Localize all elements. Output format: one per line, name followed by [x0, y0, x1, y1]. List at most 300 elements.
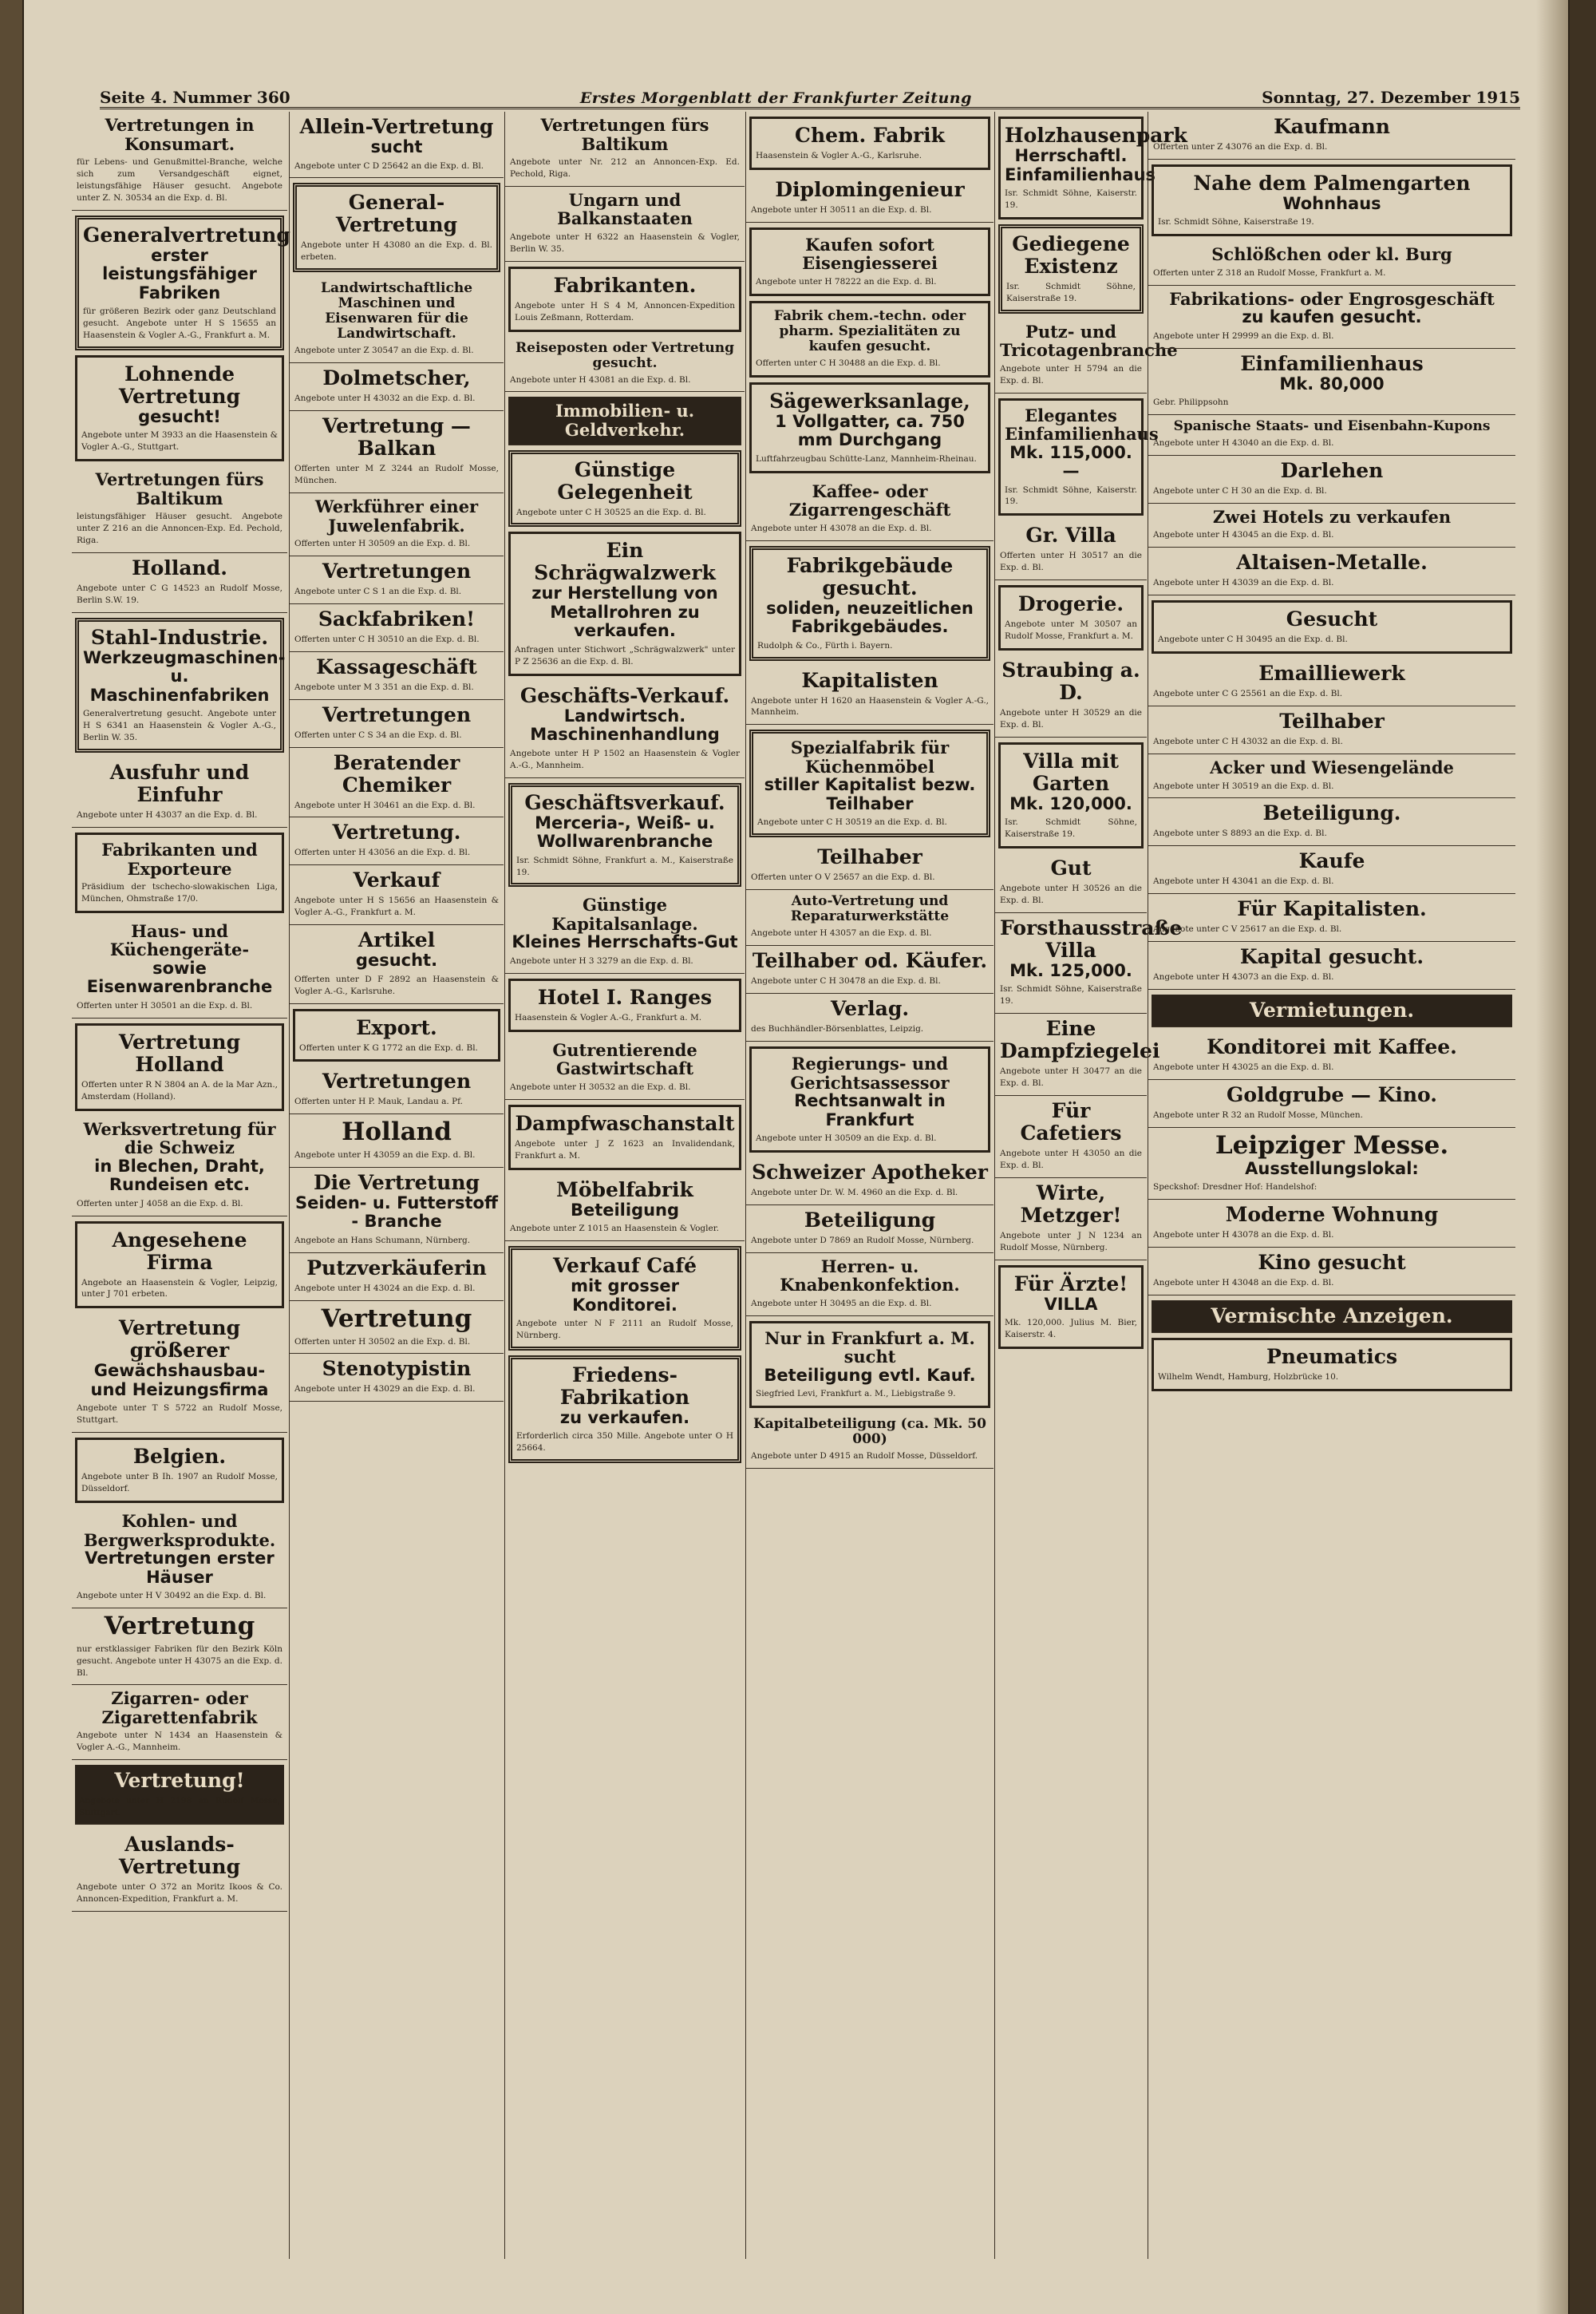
ad-headline: Verkauf Café: [552, 1253, 697, 1277]
ad-headline: Dampfwaschanstalt: [515, 1111, 735, 1135]
ad-subheadline: Werkzeugmaschinen- u. Maschinenfabriken: [83, 647, 286, 705]
ad-headline: Stenotypistin: [322, 1357, 472, 1381]
ad-body-text: Angebote unter H 30461 an die Exp. d. Bl.: [294, 800, 476, 810]
ad-body-text: Isr. Schmidt Söhne, Kaiserstraße 19.: [1000, 984, 1142, 1007]
ad-headline: Herren- u. Knabenkonfektion.: [780, 1256, 960, 1295]
ad-headline: Spezialfabrik für Küchenmöbel: [790, 738, 950, 777]
classified-ad: [290, 700, 504, 748]
ad-body-text: des Buchhändler-Börsenblattes, Leipzig.: [751, 1024, 924, 1034]
ad-body-text: Angebote unter C H 30525 an die Exp. d. Bl.: [516, 507, 706, 517]
ad-body-text: Angebote unter M 3 351 an die Exp. d. Bl.: [294, 682, 474, 692]
ad-body-text: Haasenstein & Vogler A.-G., Karlsruhe.: [756, 151, 922, 160]
ad-headline: Werksvertretung für die Schweiz: [83, 1118, 276, 1158]
classified-ad: [508, 783, 741, 888]
ad-body-text: Offerten unter Z 318 an Rudolf Mosse, Frankfurt a. M.: [1153, 267, 1386, 278]
ad-body-text: Angebote unter C G 25561 an die Exp. d. Bl.: [1153, 689, 1343, 699]
ad-headline: Immobilien- u. Geldverkehr.: [555, 401, 695, 440]
ad-headline: Hotel I. Ranges: [537, 985, 713, 1009]
classified-ad: [75, 216, 290, 350]
ad-headline: Verlag.: [830, 997, 910, 1021]
classified-ad: [72, 757, 287, 828]
ad-headline: Villa mit Garten: [1023, 749, 1119, 795]
ad-headline: Holzhausenpark: [1005, 124, 1187, 147]
classified-ad: [290, 748, 504, 818]
ad-subheadline: VILLA: [1044, 1294, 1098, 1314]
classified-ad: [749, 1321, 990, 1408]
classified-ad: [995, 520, 1147, 580]
classified-ad: [508, 397, 741, 445]
ad-headline: Kaufe: [1298, 849, 1365, 873]
ad-headline: Haus- und Küchengeräte-: [109, 920, 250, 960]
ad-body-text: Wilhelm Wendt, Hamburg, Holzbrücke 10.: [1158, 1371, 1339, 1382]
ad-body-text: Isr. Schmidt Söhne, Kaiserstraße 19.: [1006, 281, 1136, 303]
ad-body-text: Angebote unter H 43081 an die Exp. d. Bl.: [510, 374, 691, 385]
ad-body-text: Offerten unter R N 3804 an A. de la Mar Azn., Amsterdam (Holland).: [81, 1079, 278, 1102]
classified-ad: [290, 1354, 504, 1402]
classified-ad: [505, 112, 745, 187]
ad-headline: Lohnende Vertretung: [118, 362, 241, 408]
ad-headline: Nahe dem Palmengarten: [1193, 171, 1471, 195]
ad-body-text: Angebote unter H 30532 an die Exp. d. Bl.: [510, 1082, 691, 1092]
classified-ad: [75, 833, 284, 913]
ad-headline: Pneumatics: [1266, 1344, 1398, 1368]
classified-ad: [290, 411, 504, 493]
ad-body-text: Isr. Schmidt Söhne, Kaiserstraße 19.: [1005, 817, 1137, 840]
classified-ad: [1148, 415, 1515, 456]
ad-headline: Nur in Frankfurt a. M. sucht: [764, 1327, 975, 1367]
ad-body-text: Angebote unter C H 30478 an die Exp. d. Bl.: [751, 976, 941, 987]
classified-ad: [749, 117, 990, 170]
ad-body-text: Angebote unter B Ih. 1907 an Rudolf Mosse, Düsseldorf.: [81, 1472, 278, 1494]
classified-ad: [1148, 942, 1515, 990]
classified-ad: [749, 227, 990, 296]
ad-headline: Werkführer einer Juwelenfabrik.: [314, 496, 479, 536]
ad-body-text: Angebote unter C D 25642 an die Exp. d. Bl.: [294, 160, 484, 171]
ad-body-text: Angebote unter C H 30519 an die Exp. d. Bl.: [757, 817, 947, 828]
ad-subheadline: sucht: [370, 137, 423, 156]
ad-subheadline: sowie Eisenwarenbranche: [86, 958, 273, 997]
ad-headline: Artikel: [358, 928, 436, 952]
newspaper-title: Erstes Morgenblatt der Frankfurter Zeitung: [579, 89, 972, 107]
ad-headline: Export.: [356, 1015, 437, 1039]
ad-headline: Sackfabriken!: [318, 607, 476, 631]
ad-headline: Moderne Wohnung: [1225, 1203, 1439, 1226]
ad-body-text: Angebote unter H V 30492 an die Exp. d. Bl.: [77, 1591, 267, 1601]
ad-body-text: Angebote unter H 43040 an die Exp. d. Bl.: [1153, 438, 1334, 449]
classified-ad: [290, 277, 504, 363]
classified-ad: [72, 1313, 287, 1433]
classified-ad: [1152, 600, 1512, 654]
ad-body-text: Angebote unter H 30526 an die Exp. d. Bl.: [1000, 884, 1142, 906]
classified-ad: [505, 187, 745, 262]
ad-headline: Kaufen sofort Eisengiesserei: [802, 234, 938, 274]
classified-ad: [746, 890, 994, 946]
ad-column-5: [994, 112, 1187, 2259]
ad-subheadline: in Blechen, Draht, Rundeisen etc.: [94, 1156, 265, 1195]
ad-body-text: Angebote unter H 30495 an die Exp. d. Bl.: [751, 1298, 932, 1308]
classified-ad: [998, 398, 1159, 516]
ad-body-text: für größeren Bezirk oder ganz Deutschland gesucht. Angebote unter H S 15655 an Haasenstein & Vogler A.-G., Frankfurt a. M.: [83, 307, 276, 341]
ad-body-text: Angebote unter H 30529 an die Exp. d. Bl.: [1000, 708, 1142, 730]
ad-headline: Sägewerksanlage,: [769, 389, 970, 413]
classified-ad: [290, 363, 504, 411]
ad-subheadline: erster leistungsfähiger Fabriken: [102, 245, 257, 303]
ad-body-text: Gebr. Philippsohn: [1153, 398, 1229, 408]
ad-headline: Kapitalbeteiligung (ca. Mk. 50 000): [753, 1416, 986, 1448]
ad-body-text: Angebote unter Z 1015 an Haasenstein & Vogler.: [510, 1224, 719, 1234]
ad-body-text: Angebote unter D 7869 an Rudolf Mosse, Nürnberg.: [751, 1235, 974, 1245]
ad-headline: Fabrikanten und Exporteure: [101, 839, 258, 879]
classified-ad: [746, 478, 994, 541]
ad-body-text: Angebote unter R 32 an Rudolf Mosse, München.: [1153, 1110, 1363, 1120]
ad-headline: Einfamilienhaus: [1240, 351, 1424, 375]
ad-subheadline: Mk. 120,000.: [1009, 793, 1132, 813]
ad-headline: Vermietungen.: [1249, 999, 1415, 1023]
ad-headline: Vertretung größerer: [118, 1316, 241, 1363]
ad-body-text: Angebote unter H 5794 an die Exp. d. Bl.: [1000, 363, 1142, 386]
ad-body-text: Speckshof: Dresdner Hof: Handelshof:: [1153, 1182, 1317, 1193]
ad-headline: Reiseposten oder Vertretung gesucht.: [516, 339, 734, 371]
classified-ad: [290, 1253, 504, 1301]
ad-headline: Goldgrube — Kino.: [1227, 1082, 1437, 1106]
ad-body-text: Offerten unter J 4058 an die Exp. d. Bl.: [77, 1198, 243, 1208]
classified-ad: [1148, 754, 1515, 798]
ad-subheadline: Herrschaftl. Einfamilienhaus: [1005, 146, 1156, 184]
classified-ad: [505, 681, 745, 778]
classified-ad: [75, 618, 284, 753]
ad-body-text: Angebote an Hans Schumann, Nürnberg.: [294, 1235, 471, 1245]
classified-ad: [998, 585, 1144, 651]
classified-ad: [293, 1009, 500, 1062]
classified-ad: [72, 1829, 287, 1912]
ad-body-text: Isr. Schmidt Söhne, Frankfurt a. M., Kaiserstraße 19.: [516, 855, 733, 877]
ad-body-text: Angebote unter N 1434 an Haasenstein & Vogler A.-G., Mannheim.: [77, 1731, 282, 1753]
ad-headline: Holland.: [132, 556, 227, 579]
ad-headline: Altaisen-Metalle.: [1236, 551, 1428, 575]
ad-headline: Diplomingenieur: [775, 177, 965, 201]
ad-body-text: Angebote unter N F 2111 an Rudolf Mosse, Nürnberg.: [516, 1319, 733, 1340]
ad-headline: Teilhaber: [817, 845, 922, 869]
ad-headline: Drogerie.: [1017, 592, 1124, 616]
classified-ad: [505, 892, 745, 973]
classified-ad: [505, 1175, 745, 1241]
ad-headline: Vertretungen: [322, 1070, 472, 1094]
ad-body-text: leistungsfähiger Häuser gesucht. Angebote unter Z 216 an die Annoncen-Exp. Ed. Pechold, Riga.: [77, 512, 282, 546]
ad-body-text: Angebote unter M 30507 an Rudolf Mosse, Frankfurt a. M.: [1005, 619, 1137, 642]
ad-body-text: Angebote unter H 43039 an die Exp. d. Bl.: [1153, 578, 1334, 588]
classified-ad: [1152, 164, 1512, 236]
classified-ad: [995, 913, 1183, 1014]
ad-headline: Geschäfts-Verkauf.: [519, 683, 730, 707]
ad-body-text: Offerten unter H 30517 an die Exp. d. Bl.: [1000, 551, 1142, 573]
classified-ad: [290, 925, 504, 1003]
ad-headline: General-Vertretung: [335, 191, 458, 237]
page-number: Seite 4. Nummer 360: [100, 88, 290, 107]
classified-ad: [290, 1301, 504, 1355]
classified-ad: [1148, 349, 1515, 415]
ad-body-text: Angebote unter H 30511 an die Exp. d. Bl.: [751, 204, 932, 215]
classified-ad: [1148, 846, 1515, 894]
ad-body-text: Angebote unter Dr. W. M. 4960 an die Exp. d. Bl.: [751, 1188, 958, 1197]
ad-headline: Landwirtschaftliche Maschinen und Eisenwaren für die Landwirtschaft.: [320, 280, 473, 342]
classified-ad: [1148, 548, 1515, 595]
classified-ad: [995, 655, 1147, 738]
ad-subheadline: Ausstellungslokal:: [1245, 1158, 1419, 1178]
classified-ad: [290, 493, 504, 556]
ad-headline: Auto-Vertretung und Reparaturwerkstätte: [790, 893, 950, 925]
ad-headline: Vertretung.: [332, 821, 461, 845]
ad-headline: Wirte, Metzger!: [1020, 1181, 1122, 1227]
ad-subheadline: Vertretungen erster Häuser: [85, 1549, 275, 1587]
ad-headline: Belgien.: [132, 1445, 227, 1469]
ad-headline: Ungarn und Balkanstaaten: [557, 189, 693, 229]
ad-headline: Vermischte Anzeigen.: [1211, 1303, 1453, 1327]
ad-subheadline: gesucht!: [138, 406, 221, 426]
classified-ad: [75, 1221, 284, 1309]
ad-subheadline: Mk. 80,000: [1279, 374, 1385, 394]
ad-headline: Beteiligung: [804, 1208, 936, 1232]
ad-body-text: Angebote unter Z 30547 an die Exp. d. Bl.: [294, 346, 474, 356]
classified-ad: [290, 1168, 504, 1253]
ad-body-text: Angebote unter H 43059 an die Exp. d. Bl.: [294, 1150, 476, 1161]
ad-body-text: Offerten unter Z 43076 an die Exp. d. Bl.: [1153, 142, 1328, 152]
ad-headline: Günstige Gelegenheit: [557, 457, 693, 504]
ad-subheadline: Gewächshausbau- und Heizungsfirma: [90, 1361, 269, 1399]
classified-ad: [746, 175, 994, 223]
issue-date: Sonntag, 27. Dezember 1915: [1262, 88, 1520, 107]
classified-ad: [508, 1355, 741, 1463]
classified-ad: [72, 553, 287, 613]
classified-ad: [1148, 112, 1515, 160]
classified-ad: [290, 817, 504, 865]
ad-headline: Fabrikgebäude gesucht.: [786, 553, 954, 599]
ad-headline: Vertretung Holland: [118, 1030, 241, 1076]
ad-column-3: [504, 112, 745, 2259]
ad-headline: Teilhaber: [1279, 710, 1385, 734]
ad-headline: Chem. Fabrik: [795, 124, 945, 147]
ad-body-text: Luftfahrzeugbau Schütte-Lanz, Mannheim-Rheinau.: [756, 453, 977, 464]
classified-ad: [508, 267, 741, 332]
ad-body-text: Angebote unter H 43073 an die Exp. d. Bl.: [1153, 972, 1334, 983]
classified-ad: [72, 1508, 287, 1608]
ad-headline: Kohlen- und Bergwerksprodukte.: [83, 1511, 276, 1550]
ad-headline: Gediegene Existenz: [1012, 231, 1130, 278]
ad-headline: Auslands-Vertretung: [118, 1833, 241, 1879]
ad-headline: Fabrikanten.: [553, 273, 697, 297]
ad-headline: Vertretungen in Konsumart.: [105, 115, 255, 154]
ad-body-text: Angebote unter H S 15656 an Haasenstein & Vogler A.-G., Frankfurt a. M.: [294, 896, 499, 918]
classified-ad: [508, 1246, 741, 1351]
classified-ad: [1148, 504, 1515, 548]
classified-ad: [72, 466, 287, 553]
ad-body-text: Angebote an Haasenstein & Vogler, Leipzig, unter J 701 erbeten.: [81, 1277, 278, 1299]
ad-subheadline: 1 Vollgatter, ca. 750 mm Durchgang: [775, 411, 965, 450]
classified-ad: [508, 532, 741, 675]
ad-subheadline: Wohnhaus: [1282, 193, 1381, 213]
ad-body-text: Isr. Schmidt Söhne, Kaiserstraße 19.: [1158, 217, 1314, 227]
classified-ad: [1148, 706, 1515, 754]
ad-body-text: Angebote unter H 6322 an Haasenstein & Vogler, Berlin W. 35.: [510, 231, 740, 254]
ad-body-text: Angebote unter O 372 an Moritz Ikoos & Co. Annoncen-Expedition, Frankfurt a. M.: [77, 1882, 282, 1905]
ad-body-text: Präsidium der tschecho-slowakischen Liga, München, Ohmstraße 17/0.: [81, 882, 278, 904]
ad-body-text: Anfragen unter Stichwort „Schrägwalzwerk" unter P Z 25636 an die Exp. d. Bl.: [515, 644, 735, 667]
ad-subheadline: zur Herstellung von Metallrohren zu verkaufen.: [531, 583, 718, 641]
ad-headline: Gr. Villa: [1025, 524, 1116, 548]
ad-body-text: Offerten unter H 30501 an die Exp. d. Bl.: [77, 1000, 253, 1011]
ad-headline: Spanische Staats- und Eisenbahn-Kupons: [1173, 418, 1491, 435]
classified-ad: [1148, 798, 1515, 846]
ad-headline: Acker und Wiesengelände: [1210, 757, 1454, 777]
ad-headline: Vertretung — Balkan: [322, 414, 471, 461]
ad-headline: Regierungs- und Gerichtsassessor: [790, 1054, 950, 1093]
ad-headline: Elegantes Einfamilienhaus: [1005, 405, 1159, 445]
classified-ad: [749, 546, 990, 661]
ad-subheadline: Seiden- u. Futterstoff - Branche: [295, 1193, 498, 1232]
classified-ad: [746, 666, 994, 726]
ad-body-text: Angebote unter D 4915 an Rudolf Mosse, Düsseldorf.: [751, 1451, 978, 1462]
ad-headline: Kino gesucht: [1258, 1250, 1406, 1274]
classified-ad: [72, 918, 287, 1019]
ad-body-text: Angebote unter H 30519 an die Exp. d. Bl.: [1153, 781, 1334, 791]
classified-ad: [749, 301, 990, 378]
classified-ad: [72, 1608, 287, 1685]
ad-body-text: Rudolph & Co., Fürth i. Bayern.: [757, 640, 893, 651]
ad-headline: Für Ärzte!: [1013, 1272, 1128, 1295]
ad-body-text: Angebote unter H 43080 an die Exp. d. Bl. erbeten.: [301, 240, 492, 263]
ad-headline: Ein Schrägwalzwerk: [534, 539, 716, 585]
ad-body-text: Angebote unter H P 1502 an Haasenstein & Vogler A.-G., Mannheim.: [510, 748, 740, 770]
ad-body-text: Angebote unter H 3 3279 an die Exp. d. Bl.: [510, 956, 693, 966]
ad-headline: Vertretungen fürs Baltikum: [540, 115, 709, 154]
classified-ad: [293, 183, 500, 272]
ad-body-text: Angebote unter C S 1 an die Exp. d. Bl.: [294, 586, 462, 596]
ad-body-text: Angebote unter H 43024 an die Exp. d. Bl.: [294, 1283, 476, 1293]
ad-headline: Allein-Vertretung: [299, 115, 494, 138]
ad-headline: Günstige Kapitalsanlage.: [551, 895, 698, 934]
classified-ad: [290, 1114, 504, 1168]
classified-ad: [505, 337, 745, 393]
ad-headline: Für Cafetiers: [1020, 1099, 1122, 1145]
ad-body-text: Angebote unter H S 4 M, Annoncen-Expedition Louis Zeßmann, Rotterdam.: [515, 300, 735, 322]
classified-ad: [72, 112, 287, 211]
ad-headline: Angesehene Firma: [112, 1228, 247, 1274]
ad-headline: Gesucht: [1286, 607, 1378, 631]
ad-subheadline: Beteiligung: [570, 1200, 680, 1220]
ad-body-text: Haasenstein & Vogler A.-G., Frankfurt a. M.: [515, 1012, 702, 1023]
classified-ad: [75, 1023, 284, 1111]
classified-ad: [995, 853, 1147, 913]
classified-ad: [749, 1046, 990, 1153]
classified-ad: [508, 450, 741, 528]
ad-body-text: Angebote unter H 43029 an die Exp. d. Bl.: [294, 1384, 476, 1394]
ad-column-1: [72, 112, 290, 2259]
ad-headline: Zwei Hotels zu verkaufen: [1212, 506, 1452, 527]
ad-headline: Verkauf: [353, 868, 440, 892]
classified-ad: [290, 652, 504, 700]
ad-headline: Forsthausstraße Villa: [1000, 916, 1183, 962]
classified-ad: [746, 1205, 994, 1253]
ad-headline: Holland: [342, 1117, 452, 1147]
ad-body-text: Angebote unter H 30509 an die Exp. d. Bl.: [756, 1133, 937, 1144]
ad-headline: Kassageschäft: [316, 655, 477, 678]
ad-headline: Schweizer Apotheker: [752, 1161, 988, 1184]
ad-body-text: Offerten unter C H 30510 an die Exp. d. Bl.: [294, 634, 480, 644]
ad-subheadline: Mk. 115,000.—: [1009, 442, 1132, 481]
ad-subheadline: zu kaufen gesucht.: [1242, 307, 1422, 327]
ad-body-text: Angebote unter H 43050 an die Exp. d. Bl.: [1000, 1149, 1142, 1170]
ad-headline: Stahl-Industrie.: [90, 625, 269, 649]
ad-headline: Putzverkäuferin: [306, 1256, 487, 1280]
ad-headline: Beratender Chemiker: [333, 750, 460, 797]
ad-headline: Fabrikations- oder Engrosgeschäft: [1169, 288, 1495, 309]
ad-body-text: für Lebens- und Genußmittel-Branche, welche sich zum Versandgeschäft eignet, leistungsfähige Häuser gesucht. Angebote unter Z. N. 30534 an die Exp. d. Bl.: [77, 157, 282, 203]
ad-body-text: Angebote unter C G 14523 an Rudolf Mosse, Berlin S.W. 19.: [77, 583, 282, 605]
ad-body-text: Angebote unter T S 5722 an Rudolf Mosse, Stuttgart.: [77, 1403, 282, 1426]
ad-body-text: Offerten unter H 30502 an die Exp. d. Bl.: [294, 1336, 471, 1347]
classified-ad: [1148, 286, 1515, 349]
ad-headline: Emailliewerk: [1258, 662, 1405, 686]
classified-ad: [75, 1438, 284, 1503]
ad-headline: Vertretungen: [322, 702, 472, 726]
ad-body-text: Angebote unter H 30477 an die Exp. d. Bl.: [1000, 1066, 1142, 1089]
ad-headline: Leipziger Messe.: [1215, 1130, 1449, 1160]
ad-column-2: [289, 112, 504, 2259]
ad-headline: Darlehen: [1280, 459, 1384, 483]
ad-headline: Möbelfabrik: [556, 1177, 693, 1201]
ad-subheadline: soliden, neuzeitlichen Fabrikgebäudes.: [766, 598, 974, 637]
classified-ad: [1152, 995, 1512, 1027]
ad-body-text: Siegfried Levi, Frankfurt a. M., Liebigstraße 9.: [756, 1389, 956, 1399]
classified-ad: [746, 1413, 994, 1469]
ad-headline: Kapital gesucht.: [1239, 945, 1424, 969]
classified-ad: [75, 1765, 284, 1825]
ad-body-text: Erforderlich circa 350 Mille. Angebote unter O H 25664.: [516, 1431, 733, 1454]
classified-ad: [1152, 1338, 1512, 1391]
classified-ad: [505, 1037, 745, 1100]
ad-headline: Zigarren- oder Zigarettenfabrik: [101, 1688, 258, 1727]
ad-subheadline: stiller Kapitalist bezw. Teilhaber: [764, 775, 976, 813]
ad-body-text: Offerten unter M Z 3244 an Rudolf Mosse, München.: [294, 464, 499, 486]
ad-headline: Eine Dampfziegelei: [1000, 1017, 1160, 1063]
ad-body-text: Offerten unter C H 30488 an die Exp. d. Bl.: [756, 358, 941, 368]
classified-ad: [749, 382, 990, 473]
classified-ad: [746, 1253, 994, 1316]
ad-headline: Die Vertretung: [314, 1170, 480, 1194]
ad-headline: Teilhaber od. Käufer.: [752, 949, 988, 973]
classified-ad: [995, 318, 1178, 394]
ad-headline: Konditorei mit Kaffee.: [1207, 1035, 1457, 1059]
ad-headline: Fabrik chem.-techn. oder pharm. Spezialitäten zu kaufen gesucht.: [773, 307, 966, 354]
ad-body-text: Angebote unter C H 30495 an die Exp. d. Bl.: [1158, 635, 1348, 645]
classified-ad: [746, 842, 994, 890]
ad-subheadline: gesucht.: [355, 951, 438, 971]
ad-body-text: Angebote unter H 43032 an die Exp. d. Bl.: [294, 394, 476, 404]
classified-ad: [1152, 1300, 1512, 1333]
ad-headline: Putz- und Tricotagenbranche: [1000, 321, 1178, 361]
ad-headline: Für Kapitalisten.: [1237, 897, 1427, 921]
ad-body-text: Angebote unter H 78222 an die Exp. d. Bl.: [756, 276, 937, 287]
classified-ad: [290, 556, 504, 604]
classified-ad: [72, 1116, 287, 1216]
classified-ad: [1148, 1128, 1515, 1200]
classified-ad: [1148, 456, 1515, 504]
ad-headline: Vertretungen: [322, 559, 472, 583]
ad-body-text: Angebote unter S 8893 an die Exp. d. Bl.: [1153, 829, 1327, 839]
ad-headline: Kaffee- oder Zigarrengeschäft: [788, 481, 951, 520]
ad-body-text: Offerten unter D F 2892 an Haasenstein & Vogler A.-G., Karlsruhe.: [294, 974, 499, 996]
ad-headline: Friedens-Fabrikation: [559, 1363, 690, 1409]
classified-ad: [1148, 659, 1515, 706]
